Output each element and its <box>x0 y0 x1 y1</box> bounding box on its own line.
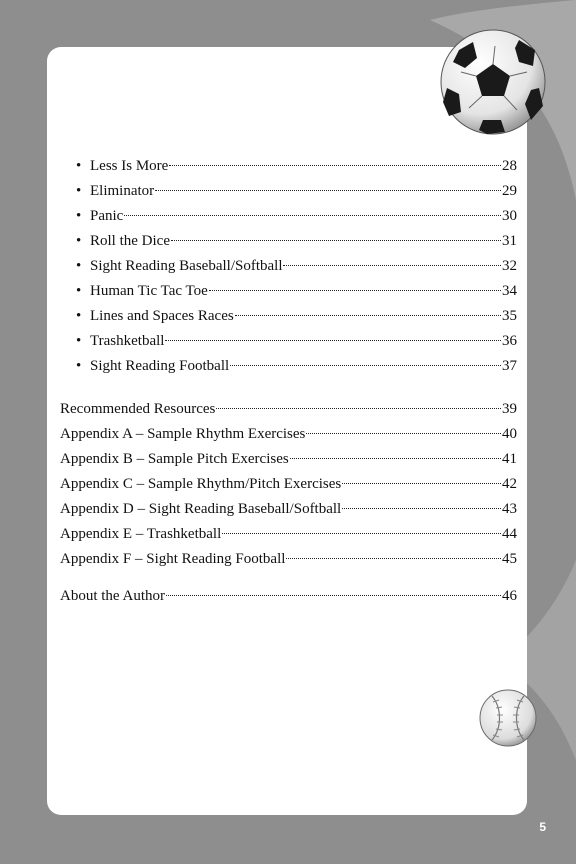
toc-entry-page: 45 <box>502 551 517 567</box>
toc-entry-page: 41 <box>502 451 517 467</box>
bullet-icon: • <box>76 208 82 224</box>
toc-entry-page: 35 <box>502 308 517 324</box>
bullet-icon: • <box>76 183 82 199</box>
dot-leader <box>342 508 501 509</box>
toc-entry[interactable] <box>60 422 517 447</box>
bullet-icon: • <box>76 158 82 174</box>
toc-entry[interactable] <box>60 547 517 572</box>
dot-leader <box>166 595 501 596</box>
section-gap <box>60 572 517 584</box>
toc-entry-title: Sight Reading Football <box>90 358 230 374</box>
bullet-icon: • <box>76 233 82 249</box>
toc-entry-page: 30 <box>502 208 517 224</box>
bullet-icon: • <box>76 333 82 349</box>
toc-entry-title: Recommended Resources <box>60 401 216 417</box>
appendix-entry-list <box>60 397 517 572</box>
dot-leader <box>165 340 501 341</box>
toc-entry-page: 42 <box>502 476 517 492</box>
toc-entry-title: Less Is More <box>90 158 169 174</box>
dot-leader <box>235 315 501 316</box>
toc-entry-page: 37 <box>502 358 517 374</box>
toc-entry-page: 34 <box>502 283 517 299</box>
toc-entry-page: 31 <box>502 233 517 249</box>
toc-entry-title: Appendix B – Sample Pitch Exercises <box>60 451 289 467</box>
toc-entry-title: Appendix E – Trashketball <box>60 526 222 542</box>
toc-entry-title: Appendix A – Sample Rhythm Exercises <box>60 426 306 442</box>
dot-leader <box>283 265 501 266</box>
dot-leader <box>171 240 501 241</box>
toc-entry[interactable] <box>60 254 517 279</box>
table-of-contents <box>60 154 517 609</box>
toc-entry-page: 43 <box>502 501 517 517</box>
toc-entry-page: 44 <box>502 526 517 542</box>
page-number: 5 <box>539 820 546 834</box>
toc-entry-title: Appendix C – Sample Rhythm/Pitch Exercises <box>60 476 342 492</box>
toc-entry[interactable] <box>60 522 517 547</box>
dot-leader <box>169 165 501 166</box>
sub-entry-list <box>60 154 517 379</box>
toc-entry-title: Sight Reading Baseball/Softball <box>90 258 283 274</box>
toc-entry[interactable] <box>60 497 517 522</box>
bullet-icon: • <box>76 358 82 374</box>
toc-entry-page: 39 <box>502 401 517 417</box>
toc-entry-title: Eliminator <box>90 183 155 199</box>
dot-leader <box>230 365 501 366</box>
baseball-icon <box>478 688 538 748</box>
dot-leader <box>124 215 501 216</box>
toc-entry-page: 32 <box>502 258 517 274</box>
bullet-icon: • <box>76 308 82 324</box>
toc-entry[interactable] <box>60 154 517 179</box>
toc-entry-about-author[interactable] <box>60 584 517 609</box>
bullet-icon: • <box>76 283 82 299</box>
dot-leader <box>290 458 501 459</box>
toc-entry[interactable] <box>60 179 517 204</box>
toc-entry[interactable] <box>60 329 517 354</box>
dot-leader <box>342 483 501 484</box>
dot-leader <box>286 558 501 559</box>
toc-entry[interactable] <box>60 354 517 379</box>
dot-leader <box>306 433 501 434</box>
toc-entry-title: Lines and Spaces Races <box>90 308 234 324</box>
toc-entry[interactable] <box>60 279 517 304</box>
dot-leader <box>216 408 501 409</box>
toc-entry-title: About the Author <box>60 588 165 604</box>
dot-leader <box>222 533 501 534</box>
toc-entry-title: Trashketball <box>90 333 165 349</box>
toc-entry-title: Appendix D – Sight Reading Baseball/Softball <box>60 501 342 517</box>
toc-entry-title: Appendix F – Sight Reading Football <box>60 551 286 567</box>
toc-entry[interactable] <box>60 204 517 229</box>
toc-entry[interactable] <box>60 472 517 497</box>
toc-entry-title: Panic <box>90 208 124 224</box>
toc-entry-page: 40 <box>502 426 517 442</box>
toc-entry[interactable] <box>60 397 517 422</box>
toc-entry-page: 28 <box>502 158 517 174</box>
bullet-icon: • <box>76 258 82 274</box>
soccer-ball-icon <box>439 28 547 136</box>
toc-entry[interactable] <box>60 447 517 472</box>
toc-entry-title: Human Tic Tac Toe <box>90 283 208 299</box>
toc-entry-page: 46 <box>502 588 517 604</box>
toc-entry[interactable] <box>60 229 517 254</box>
toc-entry-page: 36 <box>502 333 517 349</box>
toc-entry-page: 29 <box>502 183 517 199</box>
toc-entry-title: Roll the Dice <box>90 233 170 249</box>
toc-entry[interactable] <box>60 304 517 329</box>
section-gap <box>60 379 517 397</box>
dot-leader <box>155 190 501 191</box>
dot-leader <box>209 290 501 291</box>
